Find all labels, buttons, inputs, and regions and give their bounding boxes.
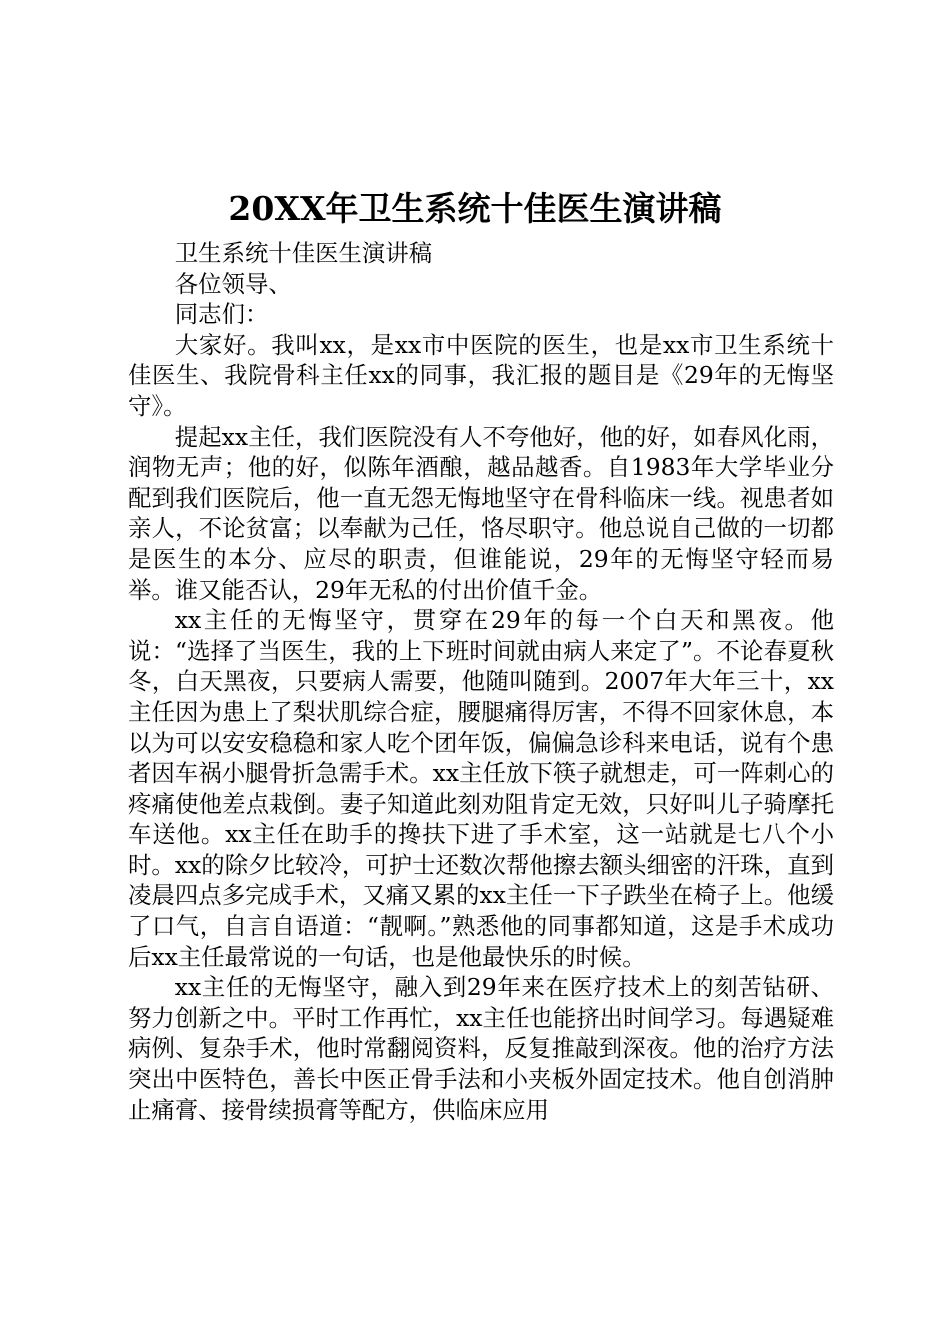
document-title: 20XX年卫生系统十佳医生演讲稿 <box>228 189 722 228</box>
paragraph-greeting: 大家好。我叫xx，是xx市中医院的医生，也是xx市卫生系统十佳医生、我院骨科主任xx的同事，我汇报的题目是《29年的无悔坚守》。 <box>128 330 834 420</box>
paragraph-body-1: 提起xx主任，我们医院没有人不夸他好，他的好，如春风化雨，润物无声；他的好，似陈年酒酿，越品越香。自1983年大学毕业分配到我们医院后，他一直无怨无悔地坚守在骨科临床一线。视患者如亲人，不论贫富；以奉献为己任，恪尽职守。他总说自己做的一切都是医生的本分、应尽的职责，但谁能说，29年的无悔坚守轻而易举。谁又能否认，29年无私的付出价值千金。 <box>128 422 834 604</box>
paragraph-salutation-1: 各位领导、 <box>174 269 292 298</box>
paragraph-body-2: xx主任的无悔坚守，贯穿在29年的每一个白天和黑夜。他说：“选择了当医生，我的上下班时间就由病人来定了”。不论春夏秋冬，白天黑夜，只要病人需要，他随叫随到。2007年大年三十，xx主任因为患上了梨状肌综合症，腰腿痛得厉害，不得不回家休息，本以为可以安安稳稳和家人吃个团年饭，偏偏急诊科来电话，说有个患者因车祸小腿骨折急需手术。xx主任放下筷子就想走，可一阵刺心的疼痛使他差点栽倒。妻子知道此刻劝阻肯定无效，只好叫儿子骑摩托车送他。xx主任在助手的搀扶下进了手术室，这一站就是七八个小时。xx的除夕比较冷，可护士还数次帮他擦去额头细密的汗珠，直到凌晨四点多完成手术，又痛又累的xx主任一下子跌坐在椅子上。他缓了口气，自言自语道：“靓啊。”熟悉他的同事都知道，这是手术成功后xx主任最常说的一句话，也是他最快乐的时候。 <box>128 606 834 971</box>
paragraph-body-3: xx主任的无悔坚守，融入到29年来在医疗技术上的刻苦钻研、努力创新之中。平时工作再忙，xx主任也能挤出时间学习。每遇疑难病例、复杂手术，他时常翻阅资料，反复推敲到深夜。他的治疗方法突出中医特色，善长中医正骨手法和小夹板外固定技术。他自创消肿止痛膏、接骨续损膏等配方，供临床应用 <box>128 973 834 1124</box>
paragraph-subtitle: 卫生系统十佳医生演讲稿 <box>174 239 433 267</box>
document-body <box>128 238 834 1125</box>
paragraph-salutation-2: 同志们： <box>174 300 269 329</box>
